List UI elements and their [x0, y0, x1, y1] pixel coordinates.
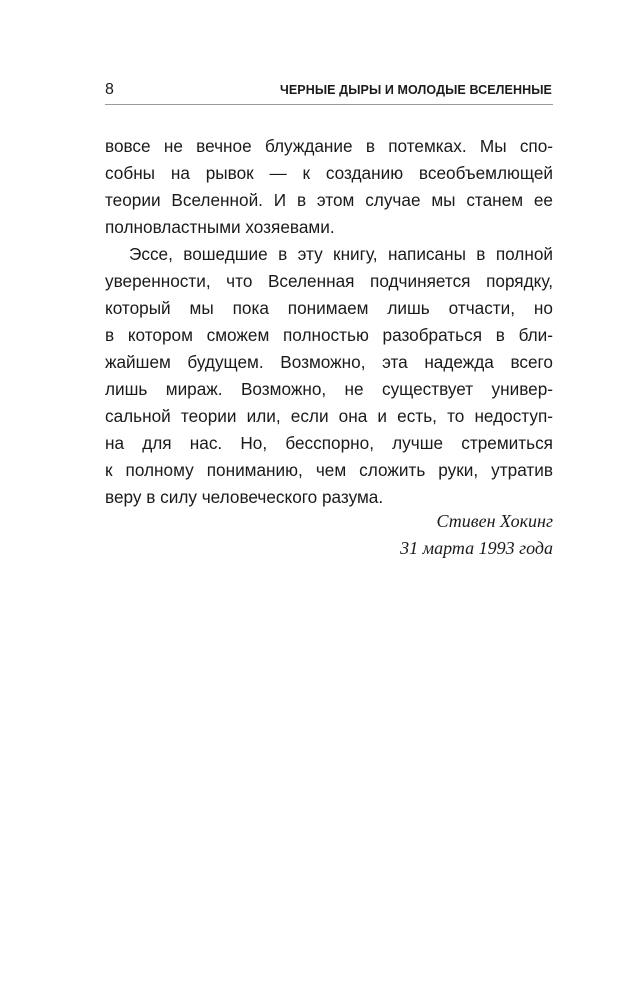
text-line: сальной теории или, если она и есть, то недоступ- — [105, 406, 553, 426]
text-line: в котором сможем полностью разобраться в бли- — [105, 325, 553, 345]
text-line: на для нас. Но, бесспорно, лучше стремиться — [105, 433, 553, 453]
text-line: уверенности, что Вселенная подчиняется порядку, — [105, 271, 553, 291]
text-line: полновластными хозяевами. — [105, 217, 335, 237]
signature-block — [400, 508, 553, 562]
page-header — [105, 80, 552, 102]
text-line: жайшем будущем. Возможно, эта надежда всего — [105, 352, 553, 372]
text-line: собны на рывок — к созданию всеобъемлющей — [105, 163, 553, 183]
text-line: который мы пока понимаем лишь отчасти, но — [105, 298, 553, 318]
author-signature: Стивен Хокинг — [436, 511, 553, 531]
text-line: лишь мираж. Возможно, не существует универ- — [105, 379, 553, 399]
page-number: 8 — [105, 81, 114, 98]
header-divider — [105, 104, 553, 105]
signature-date: 31 марта 1993 года — [400, 538, 553, 558]
text-line: к полному пониманию, чем сложить руки, утратив — [105, 460, 553, 480]
body-text — [105, 133, 553, 511]
text-line: теории Вселенной. И в этом случае мы станем ее — [105, 190, 553, 210]
text-line: Эссе, вошедшие в эту книгу, написаны в полной — [129, 244, 553, 264]
text-line: вовсе не вечное блуждание в потемках. Мы спо- — [105, 136, 553, 156]
text-line: веру в силу человеческого разума. — [105, 487, 384, 507]
running-title: ЧЕРНЫЕ ДЫРЫ И МОЛОДЫЕ ВСЕЛЕННЫЕ — [279, 83, 552, 97]
